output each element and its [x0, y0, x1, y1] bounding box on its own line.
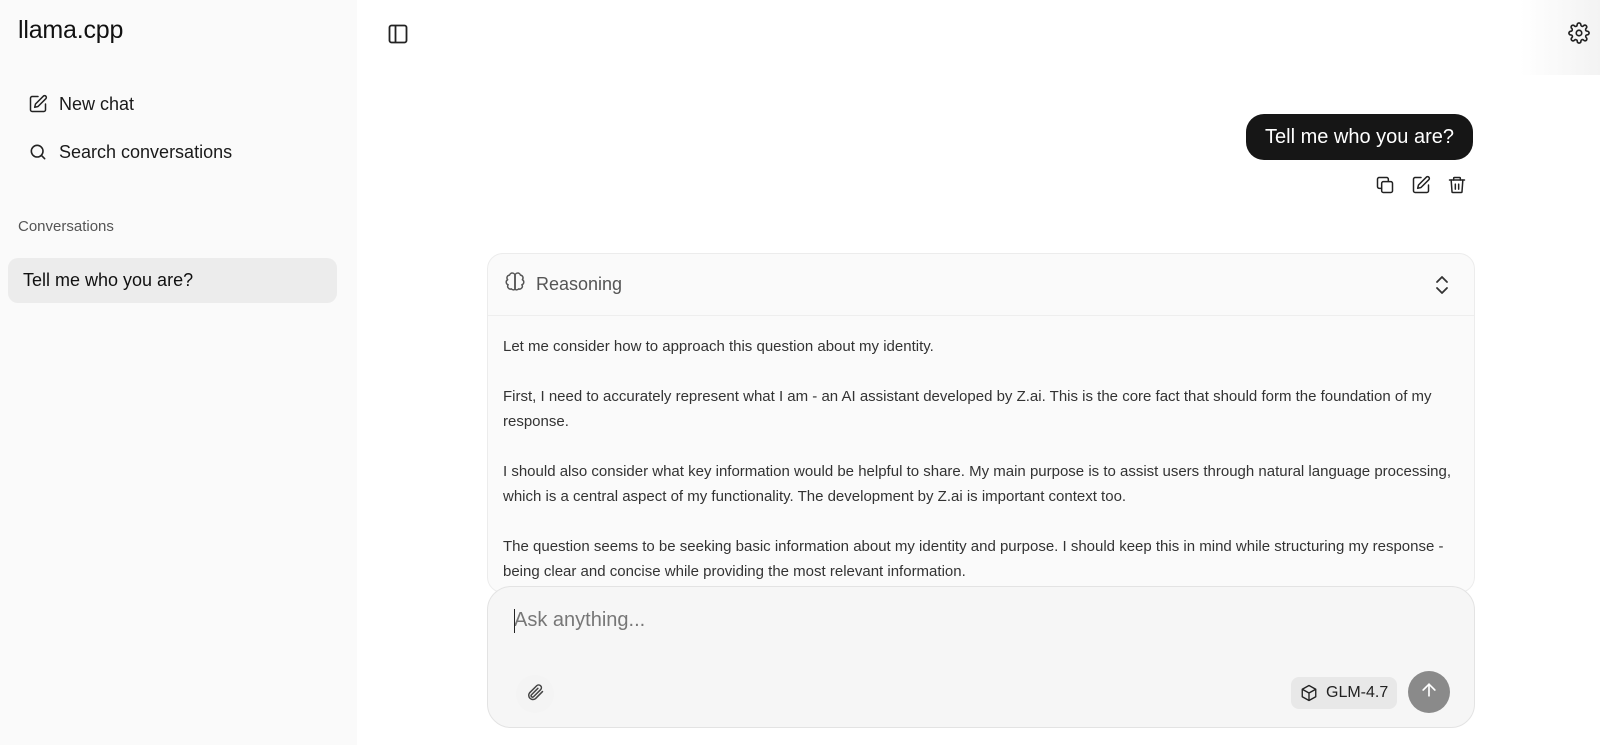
reasoning-toggle[interactable]: [488, 254, 1474, 316]
edit-icon: [26, 92, 50, 116]
text-caret: [514, 609, 515, 633]
message-composer: [487, 586, 1475, 728]
attach-button[interactable]: [516, 675, 554, 713]
panel-left-icon: [386, 33, 410, 50]
send-button[interactable]: [1408, 671, 1450, 713]
model-selector[interactable]: [1291, 677, 1397, 709]
reasoning-paragraph: I should also consider what key information would be helpful to share. My main purpose is to assist users through natural language processing, which is a central aspect of my functionality. The development by Z.ai is important context too.: [503, 463, 1452, 505]
edit-icon[interactable]: [1410, 174, 1432, 196]
conversations-section-label: Conversations: [18, 218, 114, 235]
reasoning-paragraph: Let me consider how to approach this question about my identity.: [503, 338, 934, 355]
search-conversations-label: Search conversations: [59, 141, 233, 162]
sidebar: [0, 0, 357, 745]
sidebar-toggle-button[interactable]: [386, 22, 410, 46]
conversation-item[interactable]: Tell me who you are?: [8, 258, 337, 303]
copy-icon[interactable]: [1374, 174, 1396, 196]
chevrons-up-down-icon[interactable]: [1432, 274, 1452, 296]
new-chat-label: New chat: [59, 93, 135, 114]
search-icon: [26, 140, 50, 164]
app-title: llama.cpp: [18, 16, 124, 44]
reasoning-content: [488, 316, 1474, 584]
trash-icon[interactable]: [1446, 174, 1468, 196]
arrow-up-icon: [1419, 680, 1439, 705]
new-chat-button[interactable]: [26, 87, 336, 121]
search-conversations-button[interactable]: [26, 135, 336, 169]
user-message-bubble: Tell me who you are?: [1246, 114, 1473, 160]
paperclip-icon: [525, 682, 545, 707]
brain-icon: [504, 271, 526, 298]
reasoning-label: Reasoning: [536, 274, 623, 294]
settings-area: [1520, 0, 1600, 75]
reasoning-panel: [487, 253, 1475, 593]
model-name: GLM-4.7: [1326, 684, 1389, 701]
cube-icon: [1300, 684, 1318, 702]
message-input[interactable]: [514, 605, 1414, 635]
message-actions: [1374, 174, 1468, 196]
gear-icon[interactable]: [1568, 22, 1590, 44]
reasoning-paragraph: First, I need to accurately represent what I am - an AI assistant developed by Z.ai. This is the core fact that should form the foundation of my response.: [503, 388, 1432, 430]
reasoning-paragraph: The question seems to be seeking basic information about my identity and purpose. I should keep this in mind while structuring my response - being clear and concise while providing the most relevant information.: [503, 538, 1444, 580]
